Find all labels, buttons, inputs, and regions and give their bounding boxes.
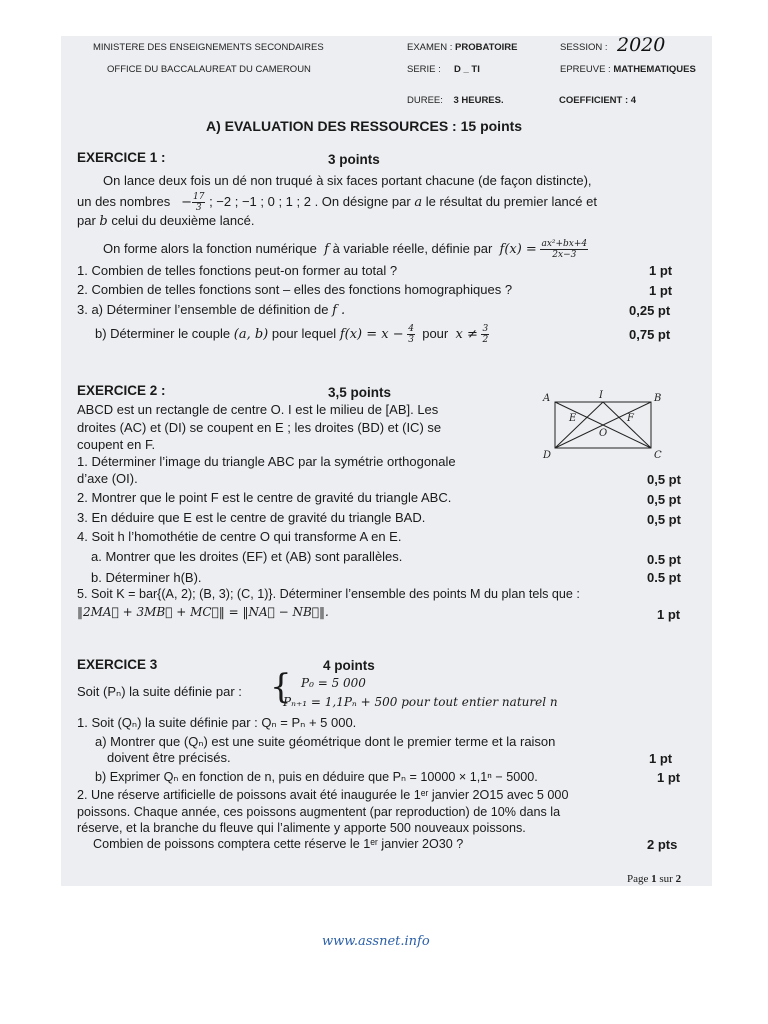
- session-field: SESSION :: [560, 42, 608, 53]
- ex2-question-4b: b. Déterminer h(B).: [91, 570, 202, 585]
- ex2-question-4a-points: 0.5 pt: [647, 552, 681, 567]
- ex2-question-1-points: 0,5 pt: [647, 472, 681, 487]
- ex3-question-2-points: 2 pts: [647, 837, 678, 852]
- section-title: A) EVALUATION DES RESSOURCES : 15 points: [206, 118, 523, 134]
- office-label: OFFICE DU BACCALAUREAT DU CAMEROUN: [107, 64, 311, 75]
- rectangle-figure: [537, 388, 667, 460]
- ex3-question-2-line-2: poissons. Chaque année, ces poissons augmentent (par reproduction) de 10% dans la: [77, 805, 561, 819]
- ex2-question-3: 3. En déduire que E est le centre de gravité du triangle BAD.: [77, 510, 426, 525]
- ex2-line-1: ABCD est un rectangle de centre O. I est le milieu de [AB]. Les: [77, 402, 439, 417]
- ex3-question-1b: b) Exprimer Qₙ en fonction de n, puis en déduire que Pₙ = 10000 × 1,1ⁿ − 5000.: [95, 770, 538, 784]
- serie-field: SERIE : D _ TI: [407, 64, 480, 75]
- ex3-question-1b-points: 1 pt: [657, 770, 681, 785]
- ex2-question-1a: 1. Déterminer l’image du triangle ABC par la symétrie orthogonale: [77, 454, 456, 469]
- ex3-system-line-1: P₀ = 5 000: [301, 676, 366, 690]
- ex2-line-2: droites (AC) et (DI) se coupent en E ; les droites (BD) et (IC) se: [77, 420, 442, 435]
- ex1-question-2-points: 1 pt: [649, 283, 673, 298]
- ex1-question-1: 1. Combien de telles fonctions peut-on former au total ?: [77, 263, 398, 278]
- label-b: B: [654, 393, 662, 404]
- ex3-question-1a-points: 1 pt: [649, 751, 673, 766]
- ex2-question-2: 2. Montrer que le point F est le centre de gravité du triangle ABC.: [77, 490, 452, 505]
- session-handwritten-year: 2020: [617, 36, 666, 56]
- ex2-question-5-equation: ‖2MA⃗ + 3MB⃗ + MC⃗‖ = ‖NA⃗ − NB⃗‖.: [77, 605, 329, 619]
- ex2-question-4: 4. Soit h l’homothétie de centre O qui transforme A en E.: [77, 529, 402, 544]
- label-i: I: [599, 390, 603, 401]
- ex1-question-2: 2. Combien de telles fonctions sont – elles des fonctions homographiques ?: [77, 282, 513, 297]
- ex3-question-1a-line-2: doivent être précisés.: [107, 750, 231, 765]
- ex2-question-5-points: 1 pt: [657, 607, 681, 622]
- duree-field: DUREE: 3 HEURES.: [407, 95, 504, 106]
- ex2-question-2-points: 0,5 pt: [647, 492, 681, 507]
- label-c: C: [654, 450, 662, 460]
- ex3-question-1: 1. Soit (Qₙ) la suite définie par : Qₙ = Pₙ + 5 000.: [77, 715, 357, 730]
- coefficient-field: COEFFICIENT : 4: [559, 95, 637, 106]
- exercise-2-points: 3,5 points: [328, 385, 392, 400]
- exam-field: EXAMEN : PROBATOIRE: [407, 42, 518, 53]
- ex1-question-3b-points: 0,75 pt: [629, 327, 671, 342]
- exercise-1-title: EXERCICE 1 :: [77, 150, 166, 165]
- scanned-exam-page: [61, 36, 712, 886]
- ex1-line-3: par b celui du deuxième lancé.: [77, 213, 255, 229]
- ex1-question-3b: b) Déterminer le couple (a, b) pour lequel f(x) = x − $\frac{4}{3}$ pour x ≠ $\frac{3}{2}$: [95, 324, 489, 345]
- ex3-line-1: Soit (Pₙ) la suite définie par :: [77, 684, 242, 699]
- line-ic: [603, 402, 651, 448]
- exercise-3-title: EXERCICE 3: [77, 657, 158, 672]
- page-number: Page 1 sur 2: [627, 873, 682, 885]
- ex3-question-1a-line-1: a) Montrer que (Qₙ) est une suite géométrique dont le premier terme et la raison: [95, 734, 556, 749]
- ex1-question-3a-points: 0,25 pt: [629, 303, 671, 318]
- ex1-line-4: On forme alors la fonction numérique f à variable réelle, définie par f(x) = $\frac{\text{ax²+bx+4}}{2x-3}$: [103, 239, 588, 260]
- ex2-question-4a: a. Montrer que les droites (EF) et (AB) sont parallèles.: [91, 549, 403, 564]
- system-brace: {: [270, 667, 292, 707]
- label-f: F: [627, 413, 634, 424]
- label-o: O: [599, 428, 608, 439]
- ex2-question-5: 5. Soit K = bar{(A, 2); (B, 3); (C, 1)}. Déterminer l’ensemble des points M du plan tels que :: [77, 587, 580, 601]
- exercise-3-points: 4 points: [323, 658, 375, 673]
- ex1-line-2: un des nombres − $\frac{17}{3}$ ; −2 ; −1 ; 0 ; 1 ; 2 . On désigne par a le résultat du premier lancé et: [77, 192, 597, 213]
- ex1-question-1-points: 1 pt: [649, 263, 673, 278]
- exercise-2-title: EXERCICE 2 :: [77, 383, 166, 398]
- label-d: D: [543, 450, 552, 460]
- ex2-question-3-points: 0,5 pt: [647, 512, 681, 527]
- label-a: A: [543, 393, 551, 404]
- ex1-question-3a: 3. a) Déterminer l’ensemble de définition de f .: [77, 302, 346, 318]
- line-di: [555, 402, 603, 448]
- exercise-1-points: 3 points: [328, 152, 380, 167]
- epreuve-field: EPREUVE : MATHEMATIQUES: [560, 64, 696, 75]
- ex2-question-1b: d’axe (OI).: [77, 471, 138, 486]
- ex3-question-2-line-3: réserve, et la branche du fleuve qui l’alimente y apporte 500 nouveaux poissons.: [77, 821, 526, 835]
- ex1-line-1: On lance deux fois un dé non truqué à six faces portant chacune (de façon distincte),: [103, 173, 592, 188]
- ex3-question-2-line-1: 2. Une réserve artificielle de poissons avait été inaugurée le 1ᵉʳ janvier 2O15 avec 5 000: [77, 788, 569, 802]
- ministry-label: MINISTERE DES ENSEIGNEMENTS SECONDAIRES: [93, 42, 324, 53]
- website-footer-link[interactable]: www.assnet.info: [322, 934, 430, 949]
- ex3-question-2-line-4: Combien de poissons comptera cette réserve le 1ᵉʳ janvier 2O30 ?: [93, 837, 464, 851]
- ex2-line-3: coupent en F.: [77, 437, 156, 452]
- ex3-system-line-2: Pₙ₊₁ = 1,1Pₙ + 500 pour tout entier naturel n: [283, 695, 558, 709]
- ex2-question-4b-points: 0.5 pt: [647, 570, 681, 585]
- label-e: E: [569, 413, 577, 424]
